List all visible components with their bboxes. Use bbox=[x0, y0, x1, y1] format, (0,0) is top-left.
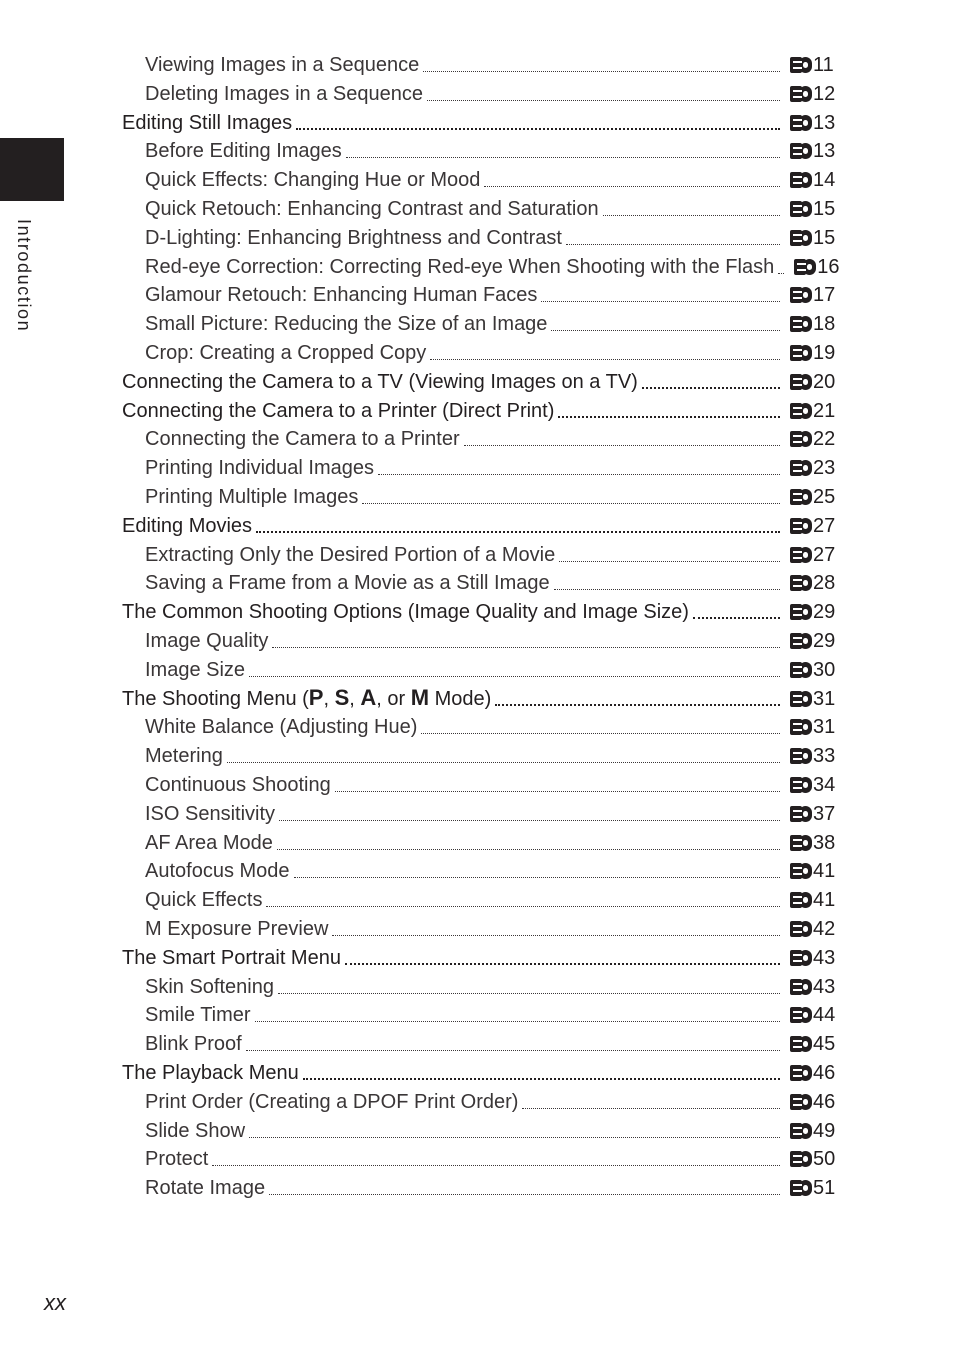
e-reference-section-icon bbox=[790, 633, 812, 649]
page-number-ref: 23 bbox=[813, 457, 836, 480]
mode-separator: , bbox=[323, 687, 335, 710]
page-reference bbox=[790, 802, 954, 826]
e-reference-section-icon bbox=[790, 431, 812, 447]
dot-leader bbox=[249, 675, 780, 677]
toc-subsection-entry[interactable] bbox=[0, 797, 954, 826]
page-number-ref: 19 bbox=[813, 342, 836, 364]
page-number-ref: 37 bbox=[813, 802, 836, 825]
page-number-ref: 20 bbox=[813, 370, 836, 393]
toc-entry-title: Quick Retouch: Enhancing Contrast and Saturation bbox=[145, 198, 599, 220]
toc-section-entry[interactable] bbox=[0, 106, 954, 135]
toc-entry-title: The Smart Portrait Menu bbox=[122, 946, 341, 969]
dot-leader bbox=[554, 588, 780, 590]
e-reference-section-icon bbox=[790, 403, 812, 419]
page-reference bbox=[790, 1032, 954, 1056]
toc-entry-title: Quick Effects: Changing Hue or Mood bbox=[145, 169, 481, 192]
dot-leader bbox=[522, 1107, 780, 1109]
page-reference bbox=[790, 370, 954, 394]
dot-leader bbox=[484, 185, 780, 187]
dot-leader bbox=[272, 646, 780, 648]
toc-subsection-entry[interactable] bbox=[0, 739, 954, 768]
toc-subsection-entry[interactable] bbox=[0, 307, 954, 336]
toc-subsection-entry[interactable] bbox=[0, 451, 954, 480]
e-reference-section-icon bbox=[790, 748, 812, 764]
page-reference bbox=[790, 687, 954, 711]
e-reference-section-icon bbox=[790, 316, 812, 332]
page-number: xx bbox=[44, 1290, 66, 1315]
mode-m-icon: M bbox=[410, 684, 430, 710]
mode-separator: , bbox=[349, 687, 361, 710]
dot-leader bbox=[778, 272, 784, 274]
page-number-ref: 41 bbox=[813, 889, 836, 912]
e-reference-section-icon bbox=[790, 1007, 812, 1023]
toc-entry-title: Image Quality bbox=[145, 630, 269, 652]
toc-subsection-entry[interactable] bbox=[0, 134, 954, 163]
page-number-ref: 34 bbox=[813, 774, 836, 796]
page-number-ref: 27 bbox=[813, 543, 836, 566]
e-reference-section-icon bbox=[790, 950, 812, 966]
mode-a-icon: A bbox=[360, 684, 377, 710]
page-reference bbox=[790, 888, 954, 912]
toc-entry-title: Smile Timer bbox=[145, 1004, 251, 1027]
dot-leader bbox=[296, 127, 780, 130]
toc-subsection-entry[interactable] bbox=[0, 912, 954, 941]
toc-subsection-entry[interactable] bbox=[0, 710, 954, 739]
toc-entry-title: Metering bbox=[145, 745, 223, 768]
e-reference-section-icon bbox=[794, 259, 816, 275]
toc-entry-title: D-Lighting: Enhancing Brightness and Contrast bbox=[145, 226, 562, 249]
page-number-ref: 49 bbox=[813, 1119, 836, 1142]
toc-subsection-entry[interactable] bbox=[0, 336, 954, 365]
toc-entry-title: Extracting Only the Desired Portion of a Movie bbox=[145, 543, 556, 566]
page-number-ref: 17 bbox=[813, 284, 836, 307]
page-number-ref: 18 bbox=[813, 313, 836, 336]
toc-subsection-entry[interactable] bbox=[0, 1142, 954, 1171]
e-reference-section-icon bbox=[790, 143, 812, 159]
page-reference bbox=[790, 543, 954, 567]
page-reference bbox=[790, 514, 954, 538]
e-reference-section-icon bbox=[790, 921, 812, 937]
e-reference-section-icon bbox=[790, 1094, 812, 1110]
toc-entry-title: Printing Individual Images bbox=[145, 457, 375, 480]
toc-subsection-entry[interactable] bbox=[0, 48, 954, 77]
e-reference-section-icon bbox=[790, 201, 812, 217]
dot-leader bbox=[279, 819, 780, 821]
page-reference bbox=[790, 341, 954, 365]
page-number-ref: 31 bbox=[813, 687, 836, 710]
toc-entry-title: Image Size bbox=[145, 658, 246, 681]
page-number-ref: 50 bbox=[813, 1148, 836, 1171]
toc-subsection-entry[interactable] bbox=[0, 480, 954, 509]
toc-entry-title: M Exposure Preview bbox=[145, 918, 329, 940]
page-number-ref: 44 bbox=[813, 1004, 836, 1027]
page-number-ref: 51 bbox=[813, 1177, 836, 1200]
page-number-ref: 38 bbox=[813, 831, 836, 854]
page-number-ref: 43 bbox=[813, 975, 836, 998]
page-number-ref: 28 bbox=[813, 572, 836, 595]
e-reference-section-icon bbox=[790, 979, 812, 995]
e-reference-section-icon bbox=[790, 1123, 812, 1139]
page-reference bbox=[790, 975, 954, 999]
toc-subsection-entry[interactable] bbox=[0, 163, 954, 192]
e-reference-section-icon bbox=[790, 691, 812, 707]
page-reference bbox=[790, 197, 954, 221]
page-reference bbox=[790, 571, 954, 595]
toc-entry-title: Crop: Creating a Cropped Copy bbox=[145, 342, 427, 364]
page-number-ref: 11 bbox=[813, 54, 834, 76]
toc-subsection-entry[interactable] bbox=[0, 826, 954, 855]
dot-leader bbox=[335, 790, 780, 792]
page-reference bbox=[790, 946, 954, 970]
toc-entry-title: Skin Softening bbox=[145, 975, 274, 998]
toc-subsection-entry[interactable] bbox=[0, 1085, 954, 1114]
dot-leader bbox=[421, 732, 780, 734]
dot-leader bbox=[332, 934, 780, 936]
e-reference-section-icon bbox=[790, 287, 812, 303]
e-reference-section-icon bbox=[790, 230, 812, 246]
mode-separator: , or bbox=[376, 687, 411, 710]
toc-entry-title: Connecting the Camera to a TV (Viewing Images on a TV) bbox=[122, 370, 638, 393]
dot-leader bbox=[495, 703, 780, 706]
toc-entry-title: Editing Movies bbox=[122, 514, 253, 537]
toc-entry-title: Editing Still Images bbox=[122, 111, 293, 134]
page-reference bbox=[790, 485, 954, 509]
toc-subsection-entry[interactable] bbox=[0, 566, 954, 595]
toc-subsection-entry[interactable] bbox=[0, 77, 954, 106]
toc-section-entry[interactable] bbox=[0, 509, 954, 538]
page-reference bbox=[790, 226, 954, 250]
toc-subsection-entry[interactable] bbox=[0, 998, 954, 1027]
dot-leader bbox=[423, 70, 780, 72]
dot-leader bbox=[249, 1136, 780, 1138]
toc-subsection-entry[interactable] bbox=[0, 278, 954, 307]
toc-subsection-entry[interactable] bbox=[0, 854, 954, 883]
dot-leader bbox=[430, 358, 780, 360]
page-reference bbox=[790, 427, 954, 451]
e-reference-section-icon bbox=[790, 374, 812, 390]
e-reference-section-icon bbox=[790, 518, 812, 534]
page-number-ref: 15 bbox=[813, 226, 836, 249]
toc-subsection-entry[interactable] bbox=[0, 1171, 954, 1200]
page-number-ref: 13 bbox=[813, 111, 836, 134]
e-reference-section-icon bbox=[790, 777, 812, 793]
page-reference bbox=[790, 629, 954, 653]
toc-entry-title: The Common Shooting Options (Image Quality and Image Size) bbox=[122, 601, 689, 624]
toc-entry-title: Rotate Image bbox=[145, 1177, 266, 1200]
page-reference bbox=[790, 773, 954, 797]
toc-entry-title: Red-eye Correction: Correcting Red-eye When Shooting with the Flash bbox=[145, 255, 775, 278]
e-reference-section-icon bbox=[790, 806, 812, 822]
toc-subsection-entry[interactable] bbox=[0, 768, 954, 797]
dot-leader bbox=[277, 848, 780, 850]
toc-subsection-entry[interactable] bbox=[0, 250, 954, 279]
toc-entry-title-text: The Shooting Menu ( bbox=[122, 687, 309, 710]
toc-entry-title: Printing Multiple Images bbox=[145, 486, 359, 508]
page-reference bbox=[790, 859, 954, 883]
dot-leader bbox=[303, 1077, 780, 1080]
page-number-ref: 13 bbox=[813, 140, 836, 163]
e-reference-section-icon bbox=[790, 835, 812, 851]
e-reference-section-icon bbox=[790, 863, 812, 879]
page-reference bbox=[790, 600, 954, 624]
toc-entry-title: Blink Proof bbox=[145, 1033, 242, 1056]
toc-subsection-entry[interactable] bbox=[0, 970, 954, 999]
toc-subsection-entry[interactable] bbox=[0, 221, 954, 250]
page-number-ref: 46 bbox=[813, 1062, 836, 1084]
page-reference bbox=[790, 168, 954, 192]
dot-leader bbox=[693, 616, 780, 619]
page-number-ref: 16 bbox=[817, 255, 840, 278]
e-reference-section-icon bbox=[790, 892, 812, 908]
e-reference-section-icon bbox=[790, 719, 812, 735]
e-reference-section-icon bbox=[790, 460, 812, 476]
page-number-ref: 22 bbox=[813, 428, 836, 451]
dot-leader bbox=[559, 560, 780, 562]
section-tab-label: Introduction bbox=[14, 219, 34, 333]
toc-entry-title: Viewing Images in a Sequence bbox=[145, 54, 420, 76]
e-reference-section-icon bbox=[790, 1036, 812, 1052]
toc-entry-title: Connecting the Camera to a Printer bbox=[145, 428, 460, 451]
page-reference bbox=[790, 283, 954, 307]
dot-leader bbox=[294, 876, 780, 878]
dot-leader bbox=[227, 761, 780, 763]
page-reference bbox=[790, 1003, 954, 1027]
toc-subsection-entry[interactable] bbox=[0, 1114, 954, 1143]
page-number-ref: 29 bbox=[813, 601, 836, 624]
page-number-ref: 45 bbox=[813, 1033, 836, 1056]
toc-section-entry[interactable] bbox=[0, 941, 954, 970]
page-number-ref: 15 bbox=[813, 198, 836, 220]
toc-subsection-entry[interactable] bbox=[0, 883, 954, 912]
page-number-ref: 33 bbox=[813, 745, 836, 768]
toc-entry-title: Continuous Shooting bbox=[145, 774, 331, 796]
toc-entry-title: Glamour Retouch: Enhancing Human Faces bbox=[145, 284, 538, 307]
page-reference bbox=[790, 744, 954, 768]
dot-leader bbox=[541, 300, 780, 302]
page-number-ref: 27 bbox=[813, 514, 836, 537]
e-reference-section-icon bbox=[790, 489, 812, 505]
toc-entry-title-text: Mode) bbox=[429, 687, 492, 710]
toc-entry-title: Before Editing Images bbox=[145, 140, 342, 163]
dot-leader bbox=[212, 1164, 780, 1166]
dot-leader bbox=[246, 1049, 780, 1051]
page-number-ref: 25 bbox=[813, 486, 836, 508]
toc-entry-title: Saving a Frame from a Movie as a Still Image bbox=[145, 572, 550, 595]
dot-leader bbox=[464, 444, 780, 446]
toc-entry-title: Quick Effects bbox=[145, 889, 263, 912]
toc-entry-title: Connecting the Camera to a Printer (Direct Print) bbox=[122, 399, 555, 422]
toc-entry-title: Protect bbox=[145, 1148, 209, 1171]
dot-leader bbox=[362, 502, 780, 504]
toc-subsection-entry[interactable] bbox=[0, 624, 954, 653]
page-number-ref: 14 bbox=[813, 169, 836, 192]
e-reference-section-icon bbox=[790, 662, 812, 678]
page-reference bbox=[790, 1119, 954, 1143]
e-reference-section-icon bbox=[790, 604, 812, 620]
e-reference-section-icon bbox=[790, 172, 812, 188]
page-reference bbox=[790, 917, 954, 941]
toc-entry-title: Autofocus Mode bbox=[145, 860, 290, 883]
e-reference-section-icon bbox=[790, 547, 812, 563]
e-reference-section-icon bbox=[790, 115, 812, 131]
toc-entry-title bbox=[0, 686, 491, 711]
toc-subsection-entry[interactable] bbox=[0, 422, 954, 451]
e-reference-section-icon bbox=[790, 57, 812, 73]
page-number-ref: 42 bbox=[813, 918, 836, 940]
toc-subsection-entry[interactable] bbox=[0, 538, 954, 567]
toc-section-entry[interactable] bbox=[0, 682, 954, 711]
dot-leader bbox=[255, 1020, 780, 1022]
toc-entry-title: ISO Sensitivity bbox=[145, 802, 276, 825]
page-reference bbox=[790, 139, 954, 163]
e-reference-section-icon bbox=[790, 575, 812, 591]
dot-leader bbox=[346, 156, 780, 158]
toc-section-entry[interactable] bbox=[0, 394, 954, 423]
mode-s-icon: S bbox=[334, 684, 350, 710]
toc-entry-title: White Balance (Adjusting Hue) bbox=[145, 716, 418, 739]
dot-leader bbox=[603, 214, 780, 216]
page-number-ref: 46 bbox=[813, 1090, 836, 1113]
page-number-ref: 21 bbox=[813, 399, 836, 422]
page-reference bbox=[790, 82, 954, 106]
toc-entry-title: The Playback Menu bbox=[122, 1062, 299, 1084]
e-reference-section-icon bbox=[790, 86, 812, 102]
page-number-ref: 41 bbox=[813, 860, 836, 883]
page-reference bbox=[790, 456, 954, 480]
toc-entry-title: AF Area Mode bbox=[145, 831, 273, 854]
dot-leader bbox=[551, 329, 780, 331]
page-reference bbox=[790, 715, 954, 739]
toc-subsection-entry[interactable] bbox=[0, 653, 954, 682]
e-reference-section-icon bbox=[790, 1180, 812, 1196]
page-reference bbox=[790, 1061, 954, 1085]
dot-leader bbox=[378, 473, 780, 475]
dot-leader bbox=[345, 962, 780, 965]
mode-p-icon: P bbox=[308, 684, 324, 710]
page-reference bbox=[794, 255, 954, 279]
page-reference bbox=[790, 399, 954, 423]
page-reference bbox=[790, 1176, 954, 1200]
dot-leader bbox=[566, 243, 780, 245]
page-reference bbox=[790, 111, 954, 135]
toc-subsection-entry[interactable] bbox=[0, 1027, 954, 1056]
toc-section-entry[interactable] bbox=[0, 595, 954, 624]
dot-leader bbox=[266, 905, 780, 907]
page-number-ref: 29 bbox=[813, 630, 836, 652]
page-reference bbox=[790, 1147, 954, 1171]
page-number-ref: 30 bbox=[813, 658, 836, 681]
toc-entry-title: Slide Show bbox=[145, 1119, 246, 1142]
toc-subsection-entry[interactable] bbox=[0, 192, 954, 221]
dot-leader bbox=[642, 386, 780, 389]
dot-leader bbox=[269, 1193, 780, 1195]
toc-entry-title: Print Order (Creating a DPOF Print Order) bbox=[145, 1090, 519, 1113]
dot-leader bbox=[427, 99, 780, 101]
page-number-ref: 31 bbox=[813, 716, 836, 739]
e-reference-section-icon bbox=[790, 345, 812, 361]
toc-section-entry[interactable] bbox=[0, 1056, 954, 1085]
page-reference bbox=[790, 658, 954, 682]
e-reference-section-icon bbox=[790, 1151, 812, 1167]
toc-entry-title: Deleting Images in a Sequence bbox=[145, 82, 423, 105]
toc-entry-title: Small Picture: Reducing the Size of an Image bbox=[145, 313, 548, 336]
page-reference bbox=[790, 1090, 954, 1114]
dot-leader bbox=[256, 530, 780, 533]
toc-section-entry[interactable] bbox=[0, 365, 954, 394]
page-number-ref: 12 bbox=[813, 82, 836, 105]
page-reference bbox=[790, 312, 954, 336]
dot-leader bbox=[278, 992, 780, 994]
e-reference-section-icon bbox=[790, 1065, 812, 1081]
page-number-ref: 43 bbox=[813, 946, 836, 969]
page-reference bbox=[790, 53, 954, 77]
page-reference bbox=[790, 831, 954, 855]
dot-leader bbox=[558, 415, 780, 418]
